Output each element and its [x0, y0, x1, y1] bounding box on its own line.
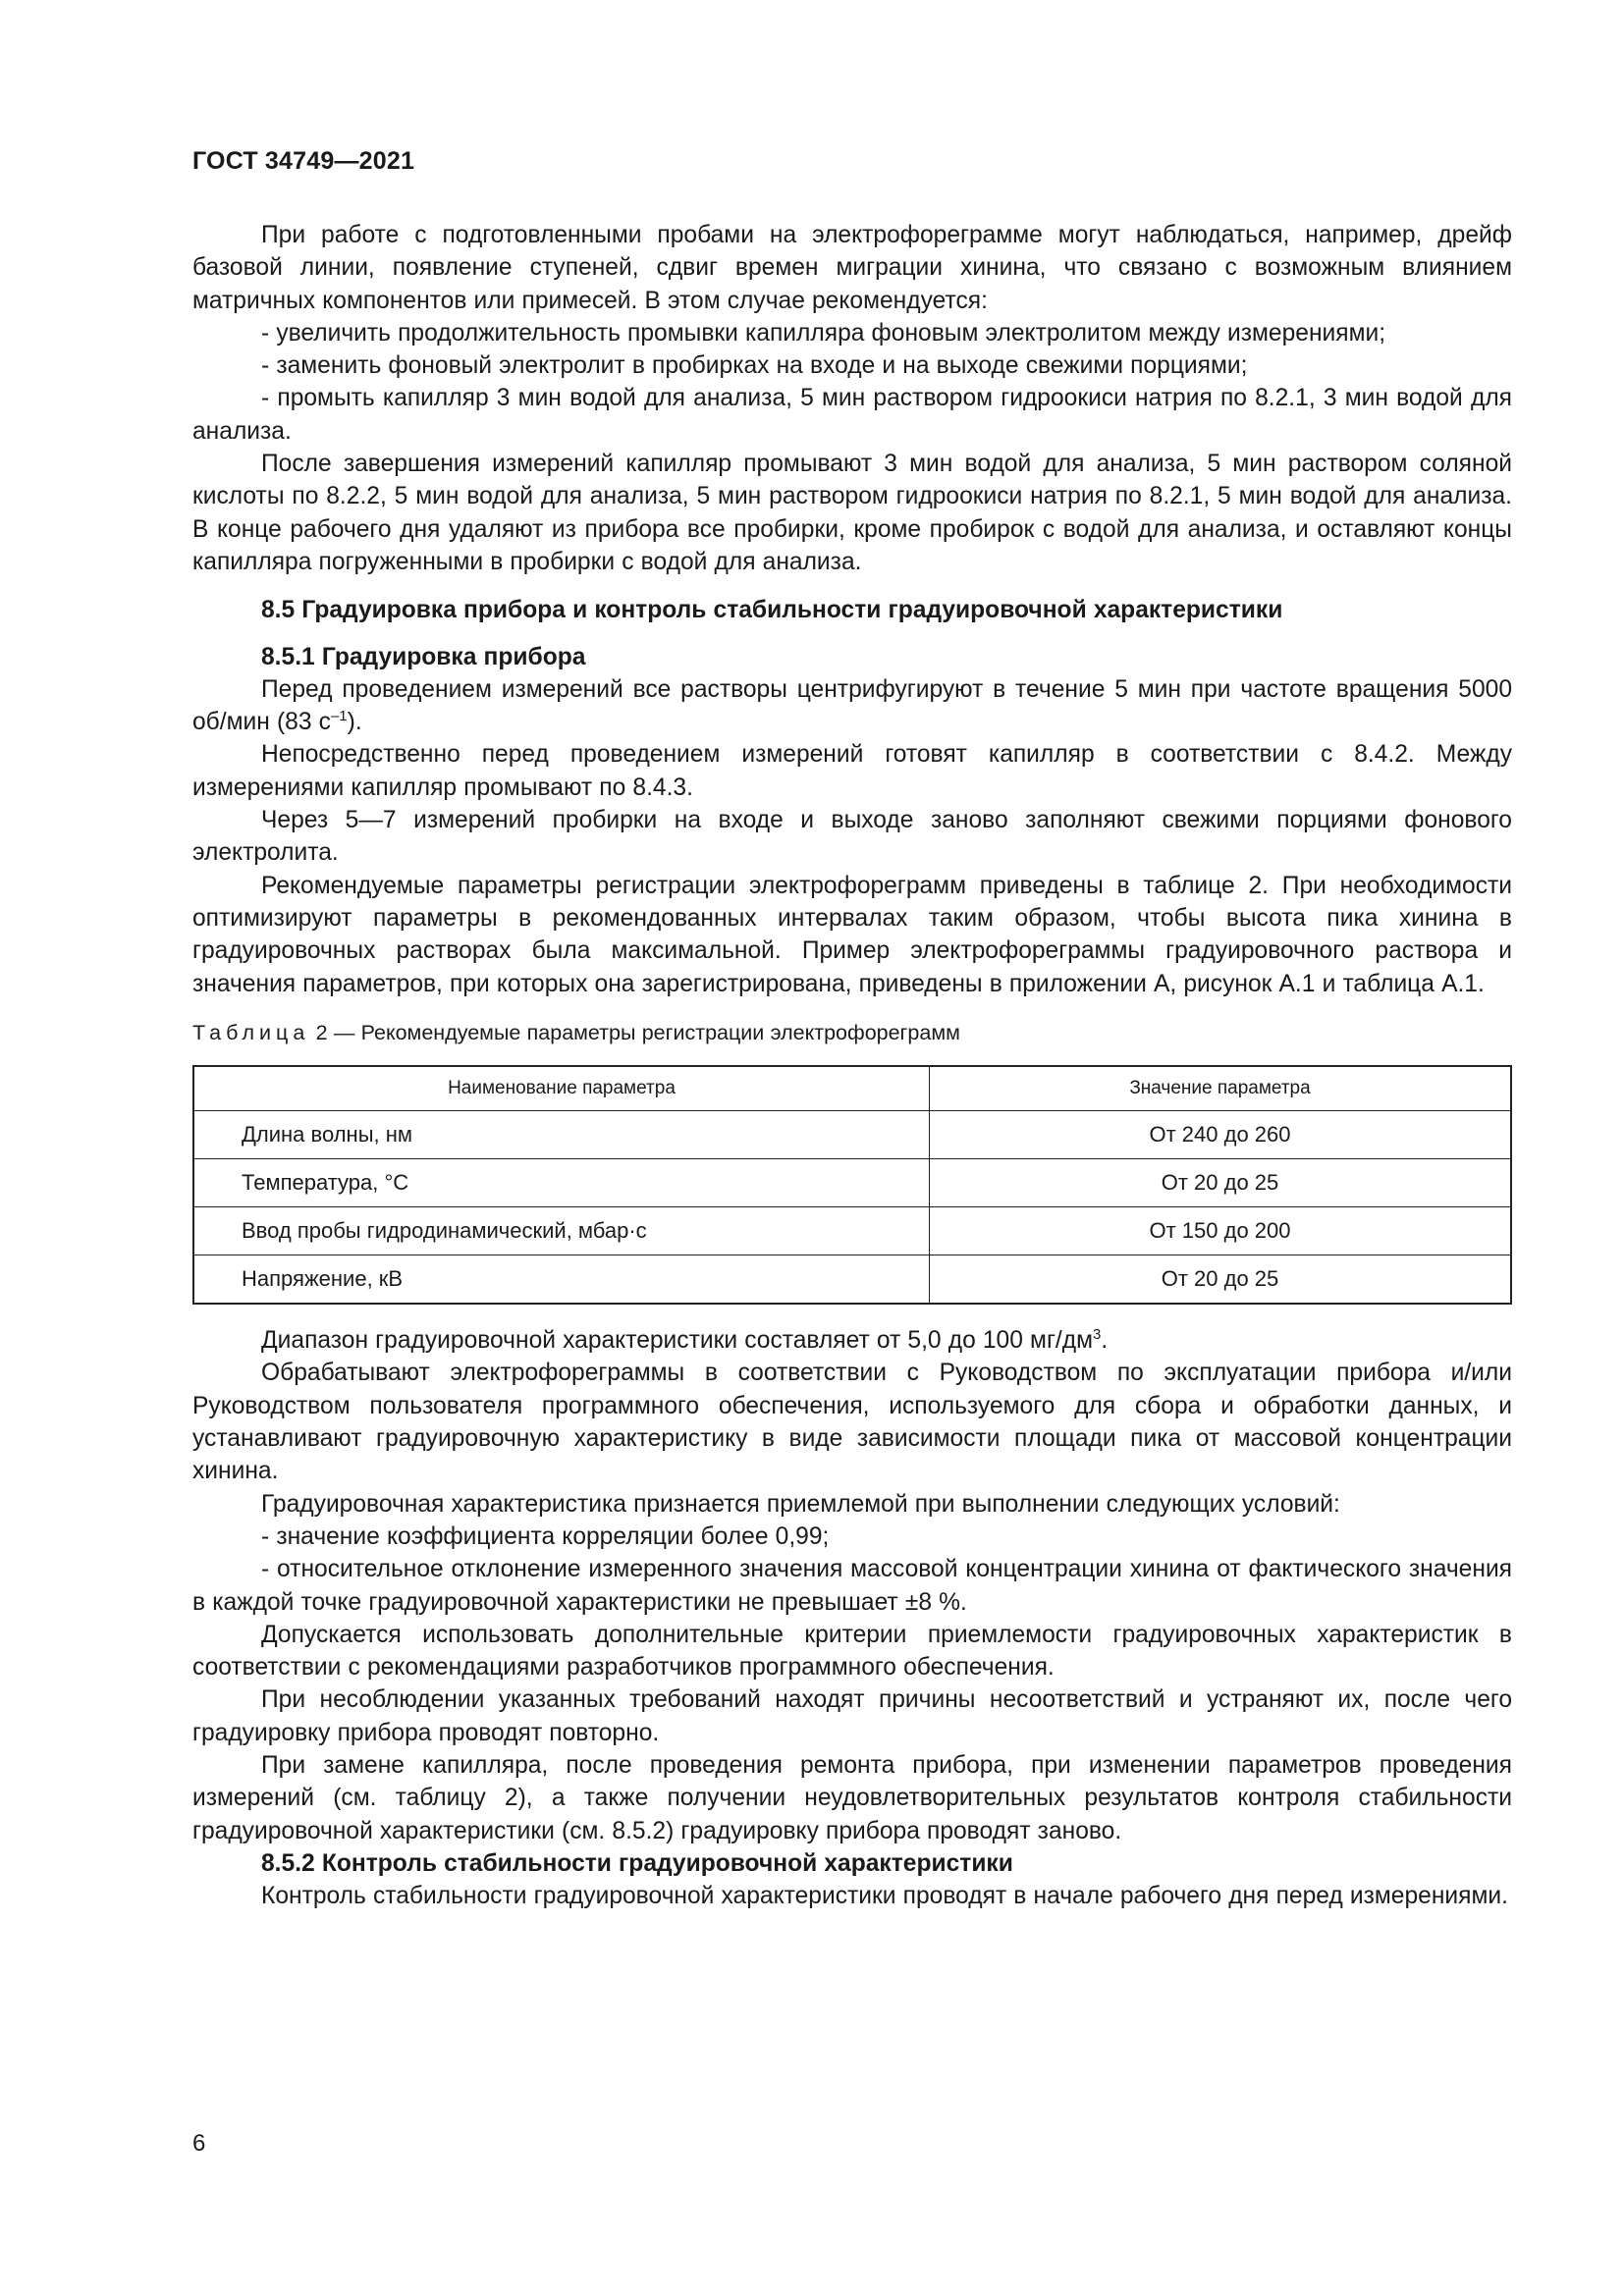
list-item: - промыть капилляр 3 мин водой для анализа, 5 мин раствором гидроокиси натрия по 8.2.1, 3 мин водой для анализа. — [192, 385, 1512, 445]
table-cell-name: Температура, °С — [193, 1159, 930, 1207]
list-item: - заменить фоновый электролит в пробирках на входе и на выходе свежими порциями; — [261, 352, 1248, 380]
table-row — [193, 1207, 1511, 1255]
section-heading-8-5: 8.5 Градуировка прибора и контроль стабильности градуировочной характеристики — [261, 597, 1283, 624]
table-cell-value: От 20 до 25 — [930, 1159, 1512, 1207]
list-item: - увеличить продолжительность промывки капилляра фоновым электролитом между измерениями; — [261, 319, 1386, 347]
paragraph: Допускается использовать дополнительные критерии приемлемости градуировочных характеристик в соответствии с рекомендациями разработчиков программного обеспечения. — [192, 1621, 1512, 1682]
table-cell-value: От 150 до 200 — [930, 1207, 1512, 1255]
table-caption-text: 2 — Рекомендуемые параметры регистрации электрофореграмм — [309, 1020, 960, 1044]
list-item: - относительное отклонение измеренного значения массовой концентрации хинина от фактического значения в каждой точке градуировочной характеристики не превышает ±8 %. — [192, 1556, 1512, 1616]
table-cell-value: От 240 до 260 — [930, 1111, 1512, 1159]
list-item: - значение коэффициента корреляции более 0,99; — [261, 1522, 830, 1550]
paragraph: После завершения измерений капилляр промывают 3 мин водой для анализа, 5 мин раствором соляной кислоты по 8.2.2, 5 мин водой для анализа, 5 мин раствором гидроокиси натрия по 8.2.1, 5 мин водой для анализа. В конце рабочего дня удаляют из прибора все пробирки, кроме пробирок с водой для анализа, и оставляют концы капилляра погруженными в пробирки с водой для анализа. — [192, 451, 1512, 575]
paragraph: При работе с подготовленными пробами на электрофореграмме могут наблюдаться, например, дрейф базовой линии, появление ступеней, сдвиг времен миграции хинина, что связано с возможным влиянием матричных компонентов или примесей. В этом случае рекомендуется: — [192, 222, 1512, 314]
table-header-cell: Наименование параметра — [193, 1066, 930, 1111]
table-row — [193, 1111, 1511, 1159]
paragraph: При несоблюдении указанных требований находят причины несоответствий и устраняют их, после чего градуировку прибора проводят повторно. — [192, 1686, 1512, 1746]
table-header-cell: Значение параметра — [930, 1066, 1512, 1111]
document-body — [192, 219, 1512, 1912]
paragraph: Непосредственно перед проведением измерений готовят капилляр в соответствии с 8.4.2. Между измерениями капилляр промывают по 8.4.3. — [192, 741, 1512, 801]
subsection-heading-8-5-1: 8.5.1 Градуировка прибора — [261, 643, 586, 670]
table-row — [193, 1159, 1511, 1207]
table-cell-value: От 20 до 25 — [930, 1255, 1512, 1305]
table-cell-name: Ввод пробы гидродинамический, мбар·с — [193, 1207, 930, 1255]
table-caption — [192, 1017, 1512, 1049]
table-cell-name: Длина волны, нм — [193, 1111, 930, 1159]
paragraph: Градуировочная характеристика признается приемлемой при выполнении следующих условий: — [261, 1490, 1340, 1518]
paragraph: Обрабатывают электрофореграммы в соответствии с Руководством по эксплуатации прибора и/или Руководством пользователя программного обеспечения, используемого для сбора и обработки данных, и устанавливают градуировочную характеристику в виде зависимости площади пика от массовой концентрации хинина. — [192, 1360, 1512, 1485]
subsection-heading-8-5-2: 8.5.2 Контроль стабильности градуировочной характеристики — [261, 1849, 1013, 1877]
superscript: –1 — [330, 707, 348, 724]
table-row — [193, 1255, 1511, 1305]
paragraph-range: Диапазон градуировочной характеристики составляет от 5,0 до 100 $мг/дм^3$. — [261, 1325, 1109, 1355]
table-header-row — [193, 1066, 1511, 1111]
paragraph: При замене капилляра, после проведения ремонта прибора, при изменении параметров проведения измерений (см. таблицу 2), а также получении неудовлетворительных результатов контроля стабильности градуировочной характеристики (см. 8.5.2) градуировку прибора проводят заново. — [192, 1751, 1512, 1844]
table-cell-name: Напряжение, кВ — [193, 1255, 930, 1305]
paragraph: Рекомендуемые параметры регистрации электрофореграмм приведены в таблице 2. При необходимости оптимизируют параметры в рекомендованных интервалах таким образом, чтобы высота пика хинина в градуировочных растворах была максимальной. Пример электрофореграммы градуировочного раствора и значения параметров, при которых она зарегистрирована, приведены в приложении А, рисунок А.1 и таблица А.1. — [192, 872, 1512, 997]
paragraph-centrifuge: Перед проведением измерений все растворы центрифугируют в течение 5 мин при частоте вращения 5000 об/мин (83 $с^{-1}$). — [192, 675, 1512, 736]
paragraph: Контроль стабильности градуировочной характеристики проводят в начале рабочего дня перед измерениями. — [261, 1883, 1508, 1910]
parameters-table — [192, 1065, 1512, 1305]
superscript: 3 — [1093, 1325, 1102, 1343]
standard-header: ГОСТ 34749—2021 — [192, 147, 415, 175]
paragraph: Через 5—7 измерений пробирки на входе и выходе заново заполняют свежими порциями фонового электролита. — [192, 807, 1512, 867]
table-caption-label: Таблица — [192, 1020, 310, 1044]
page-number: 6 — [192, 2130, 206, 2157]
